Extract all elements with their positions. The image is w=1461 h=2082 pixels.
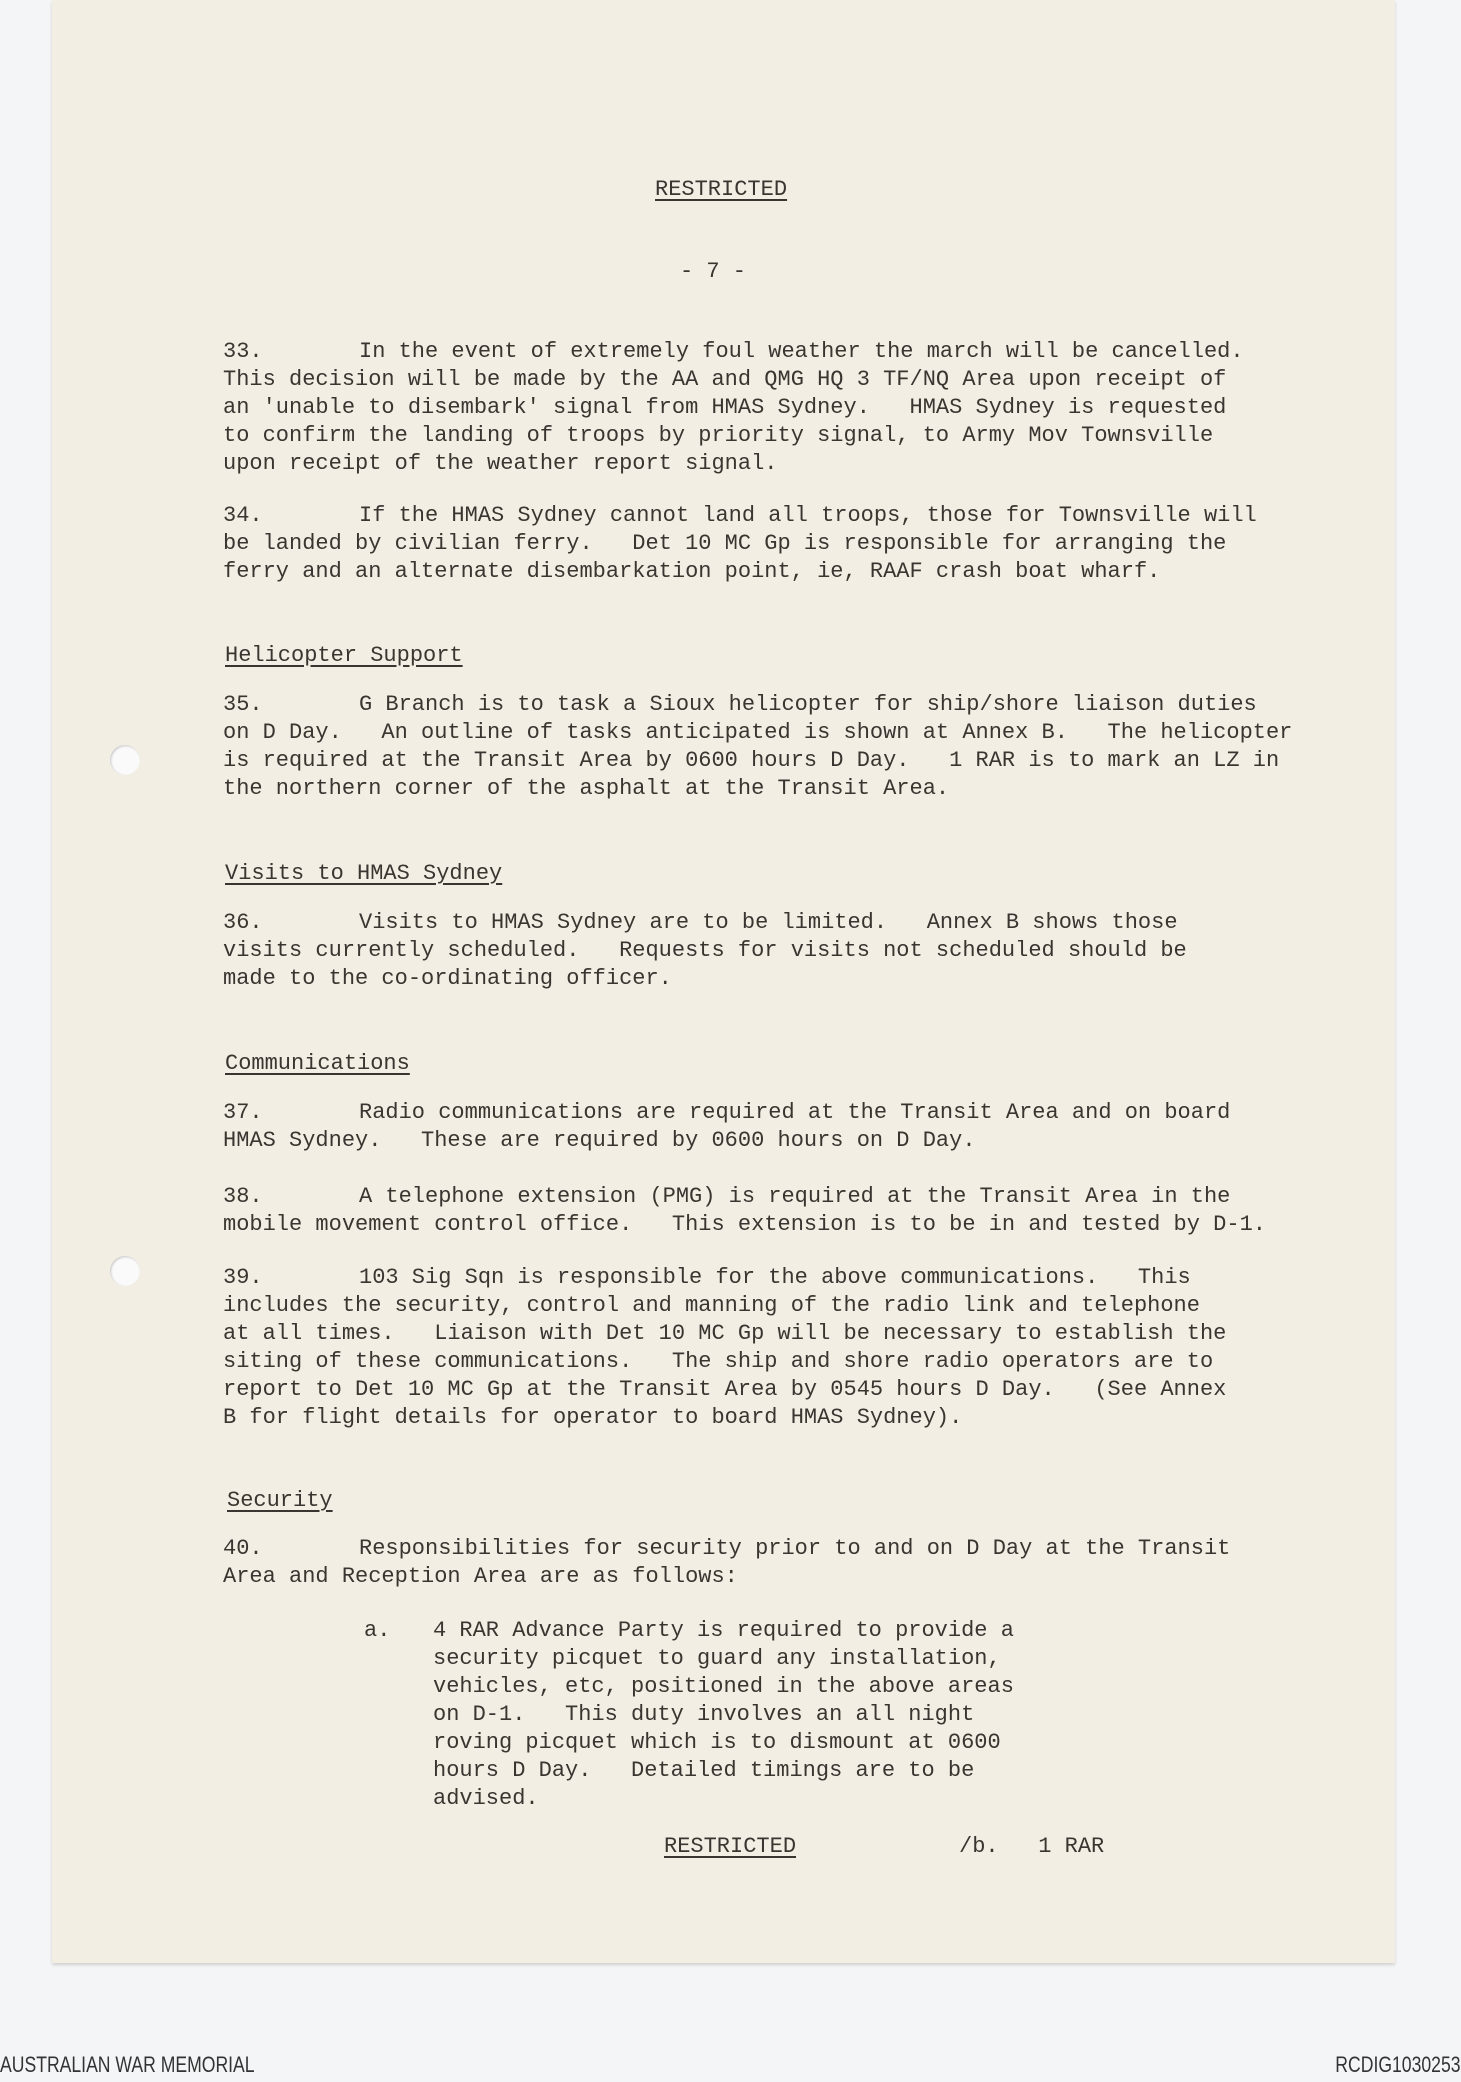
text-line: 103 Sig Sqn is responsible for the above communications. This bbox=[359, 1265, 1191, 1290]
text-line: Radio communications are required at the Transit Area and on board bbox=[359, 1100, 1231, 1125]
text-line: advised. bbox=[433, 1786, 539, 1811]
text-line: be landed by civilian ferry. Det 10 MC Gp is responsible for arranging the bbox=[223, 531, 1227, 556]
text-line: includes the security, control and manning of the radio link and telephone bbox=[223, 1293, 1200, 1318]
header-classification: RESTRICTED bbox=[655, 177, 788, 202]
archive-reference: RCDIG1030253 bbox=[1335, 2052, 1461, 2077]
text-line: at all times. Liaison with Det 10 MC Gp will be necessary to establish the bbox=[223, 1321, 1227, 1346]
text-line: Area and Reception Area are as follows: bbox=[223, 1564, 738, 1589]
page-number: - 7 - bbox=[680, 259, 747, 284]
archive-institution: AUSTRALIAN WAR MEMORIAL bbox=[0, 2052, 255, 2077]
heading-helicopter-support: Helicopter Support bbox=[225, 643, 463, 668]
paragraph-38 bbox=[223, 1183, 1266, 1239]
text-line: hours D Day. Detailed timings are to be bbox=[433, 1758, 975, 1783]
paragraph-33 bbox=[223, 338, 1244, 478]
text-line: ferry and an alternate disembarkation point, ie, RAAF crash boat wharf. bbox=[223, 559, 1161, 584]
continuation-note: /b. 1 RAR bbox=[959, 1834, 1105, 1859]
text-line: roving picquet which is to dismount at 0600 bbox=[433, 1730, 1001, 1755]
text-line: 4 RAR Advance Party is required to provide a bbox=[433, 1618, 1014, 1643]
text-line: This decision will be made by the AA and QMG HQ 3 TF/NQ Area upon receipt of bbox=[223, 367, 1227, 392]
text-line: siting of these communications. The ship and shore radio operators are to bbox=[223, 1349, 1214, 1374]
paragraph-35 bbox=[223, 691, 1292, 803]
paragraph-39 bbox=[223, 1264, 1226, 1432]
paragraph-number: 37. bbox=[223, 1100, 263, 1125]
paragraph-number: 38. bbox=[223, 1184, 263, 1209]
heading-communications: Communications bbox=[225, 1051, 410, 1076]
text-line: visits currently scheduled. Requests for visits not scheduled should be bbox=[223, 938, 1187, 963]
punch-hole bbox=[110, 745, 140, 775]
text-line: A telephone extension (PMG) is required at the Transit Area in the bbox=[359, 1184, 1231, 1209]
text-line: to confirm the landing of troops by priority signal, to Army Mov Townsville bbox=[223, 423, 1214, 448]
text-line: security picquet to guard any installation, bbox=[433, 1646, 1001, 1671]
paragraph-number: 36. bbox=[223, 910, 263, 935]
punch-hole bbox=[110, 1256, 140, 1286]
paragraph-number: 34. bbox=[223, 503, 263, 528]
text-line: is required at the Transit Area by 0600 hours D Day. 1 RAR is to mark an LZ in bbox=[223, 748, 1280, 773]
text-line: If the HMAS Sydney cannot land all troops, those for Townsville will bbox=[359, 503, 1257, 528]
text-line: G Branch is to task a Sioux helicopter for ship/shore liaison duties bbox=[359, 692, 1257, 717]
text-line: the northern corner of the asphalt at the Transit Area. bbox=[223, 776, 950, 801]
text-line: HMAS Sydney. These are required by 0600 hours on D Day. bbox=[223, 1128, 976, 1153]
text-line: B for flight details for operator to board HMAS Sydney). bbox=[223, 1405, 963, 1430]
text-line: upon receipt of the weather report signal. bbox=[223, 451, 778, 476]
text-line: on D-1. This duty involves an all night bbox=[433, 1702, 975, 1727]
footer-classification: RESTRICTED bbox=[664, 1834, 797, 1859]
paragraph-34 bbox=[223, 502, 1257, 586]
text-line: Visits to HMAS Sydney are to be limited. Annex B shows those bbox=[359, 910, 1178, 935]
text-line: mobile movement control office. This extension is to be in and tested by D-1. bbox=[223, 1212, 1266, 1237]
text-line: In the event of extremely foul weather the march will be cancelled. bbox=[359, 339, 1244, 364]
text-line: an 'unable to disembark' signal from HMAS Sydney. HMAS Sydney is requested bbox=[223, 395, 1227, 420]
heading-visits: Visits to HMAS Sydney bbox=[225, 861, 503, 886]
heading-security: Security bbox=[227, 1488, 333, 1513]
paragraph-number: 39. bbox=[223, 1265, 263, 1290]
text-line: on D Day. An outline of tasks anticipated is shown at Annex B. The helicopter bbox=[223, 720, 1293, 745]
text-line: Responsibilities for security prior to and on D Day at the Transit bbox=[359, 1536, 1231, 1561]
paragraph-36 bbox=[223, 909, 1187, 993]
paragraph-number: 35. bbox=[223, 692, 263, 717]
paragraph-number: a. bbox=[364, 1618, 391, 1643]
text-line: report to Det 10 MC Gp at the Transit Area by 0545 hours D Day. (See Annex bbox=[223, 1377, 1227, 1402]
paragraph-number: 33. bbox=[223, 339, 263, 364]
paragraph-40 bbox=[223, 1535, 1230, 1591]
subparagraph-a bbox=[364, 1617, 1014, 1813]
paragraph-37 bbox=[223, 1099, 1230, 1155]
paragraph-number: 40. bbox=[223, 1536, 263, 1561]
text-line: made to the co-ordinating officer. bbox=[223, 966, 672, 991]
text-line: vehicles, etc, positioned in the above areas bbox=[433, 1674, 1014, 1699]
